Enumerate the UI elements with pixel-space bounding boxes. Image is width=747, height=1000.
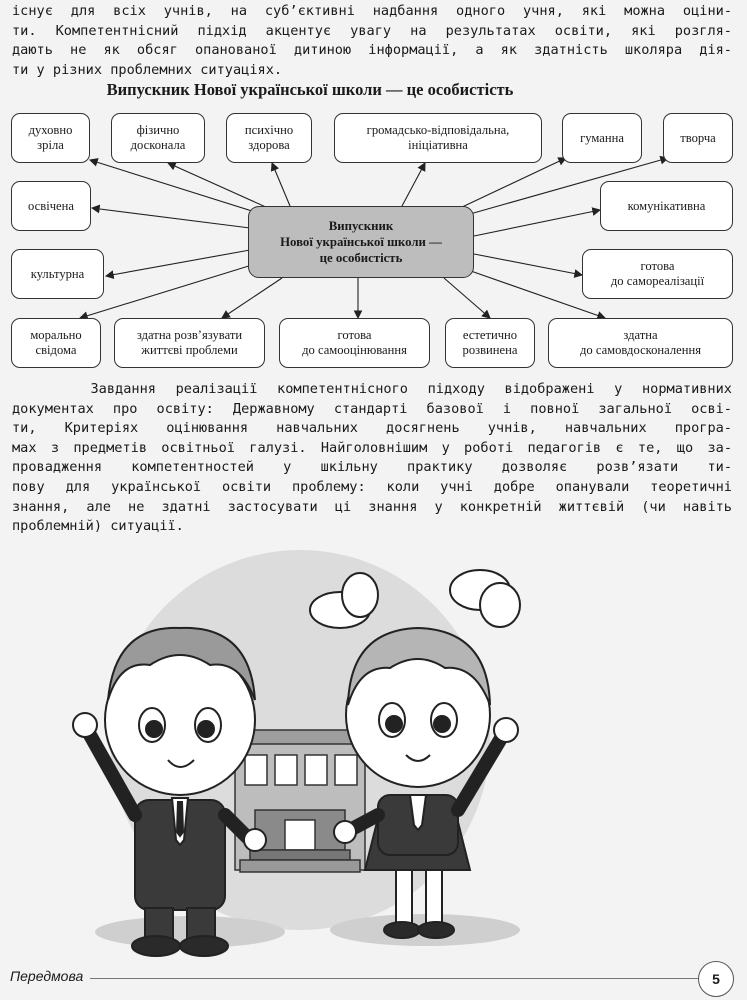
arrow: [80, 265, 252, 318]
body-paragraph: [12, 380, 732, 537]
body-line: пову для української освіти проблему: коли учні добре опанували теоретичні: [12, 478, 732, 495]
body-line: Завдання реалізації компетентнісного підходу відображені у нормативних: [12, 381, 732, 397]
diagram-box: духовно зріла: [11, 113, 90, 163]
diagram-box: комунікативна: [600, 181, 733, 231]
pupils-school-illustration: [60, 540, 530, 960]
footer-section-label: Передмова: [10, 968, 84, 984]
diagram-box: гуманна: [562, 113, 642, 163]
body-line: мах з предметів освітньої галузі. Найголовнішим у роботі педагогів є те, що за-: [12, 439, 732, 456]
arrow: [402, 163, 425, 206]
arrow: [460, 158, 566, 208]
diagram-box: творча: [663, 113, 733, 163]
arrow: [168, 163, 268, 208]
body-line: ти, Критеріях оцінювання навчальних досягнень учнів, навчальних програ-: [12, 420, 732, 437]
page-number: 5: [698, 961, 734, 997]
diagram-box: морально свідома: [11, 318, 101, 368]
body-line: провадження компетентностей у шкільну практику дозволяє розв’язати ти-: [12, 459, 732, 476]
diagram-title: Випускник Нової української школи — це особистість: [106, 80, 514, 99]
footer-divider: [90, 978, 702, 979]
intro-line: дають не як обсяг опанованої дитиною інформації, а як здатність школяра дія-: [12, 42, 732, 59]
arrow: [222, 278, 282, 318]
arrow: [272, 163, 290, 206]
diagram-box: психічно здорова: [226, 113, 312, 163]
arrow: [444, 278, 490, 318]
body-line: документах про освіту: Державному стандарті базової і повної загальної осві-: [12, 400, 732, 417]
arrow: [90, 160, 255, 212]
diagram-box: готова до самооцінювання: [279, 318, 430, 368]
diagram-box: фізично досконала: [111, 113, 205, 163]
diagram-box: освічена: [11, 181, 91, 231]
diagram-center-box: Випускник Нової української школи — це особистість: [248, 206, 474, 278]
arrow: [474, 210, 600, 236]
intro-line: ти у різних проблемних ситуаціях.: [12, 61, 283, 78]
arrow: [92, 208, 250, 228]
intro-line: існує для всіх учнів, на суб’єктивні надбання одного учня, які можна оціни-: [12, 3, 732, 19]
diagram-box: естетично розвинена: [445, 318, 535, 368]
diagram-box: готова до самореалізації: [582, 249, 733, 299]
intro-line: ти. Компетентнісний підхід акцентує увагу на результатах освіти, які розгля-: [12, 22, 732, 39]
diagram-box: здатна до самовдосконалення: [548, 318, 733, 368]
arrow: [474, 254, 582, 275]
body-line: проблемній) ситуації.: [12, 518, 184, 535]
diagram-box: культурна: [11, 249, 104, 299]
diagram-box: громадсько-відповідальна, ініціативна: [334, 113, 542, 163]
diagram-box: здатна розв’язувати життєві проблеми: [114, 318, 265, 368]
body-line: знання, але не здатні застосувати ці знання у конкретній життєвій (чи навіть: [12, 498, 732, 515]
